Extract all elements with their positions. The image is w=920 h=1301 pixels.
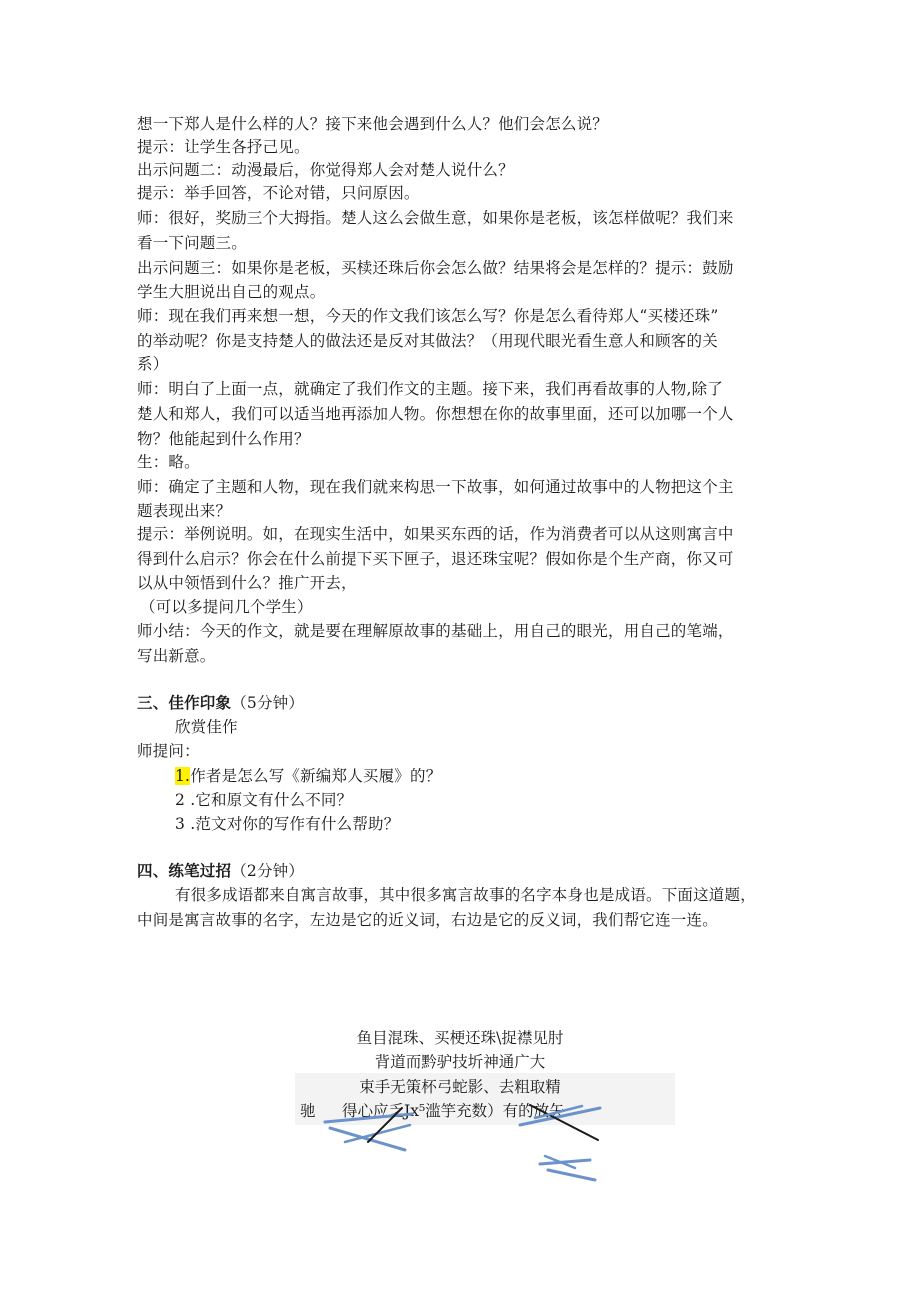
ink-stroke bbox=[368, 1108, 402, 1142]
summary-line: 写出新意。 bbox=[137, 647, 216, 665]
question-2: 2 .它和原文有什么不同？ bbox=[175, 791, 353, 809]
scribble-line bbox=[548, 1170, 595, 1180]
question-3: 3 .范文对你的写作有什么帮助？ bbox=[175, 815, 400, 833]
section4-title: 四、练笔过招 bbox=[137, 861, 232, 880]
section3-subheading: 欣赏佳作 bbox=[175, 718, 238, 736]
question-1-text: 作者是怎么写《新编郑人买履》的？ bbox=[190, 767, 442, 785]
text-line: 师：很好，奖励三个大拇指。楚人这么会做生意，如果你是老板，该怎样做呢？我们来 bbox=[137, 209, 734, 227]
section4-time: （2分钟） bbox=[231, 862, 305, 880]
text-line: 出示问题二：动漫最后，你觉得郑人会对楚人说什么？ bbox=[137, 161, 514, 179]
summary-line: 师小结：今天的作文，就是要在理解原故事的基础上，用自己的眼光，用自己的笔端， bbox=[137, 622, 734, 640]
text-line: 楚人和郑人，我们可以适当地再添加人物。你想想在你的故事里面，还可以加哪一个人 bbox=[137, 405, 734, 423]
scribble-group bbox=[325, 1105, 600, 1180]
exercise-row-4-left: 驰 bbox=[300, 1102, 316, 1120]
text-line: 题表现出来？ bbox=[137, 502, 232, 520]
text-line: 师：确定了主题和人物，现在我们就来构思一下故事，如何通过故事中的人物把这个主 bbox=[137, 478, 734, 496]
section3-title: 三、佳作印象 bbox=[137, 693, 232, 712]
section4-paragraph-line: 有很多成语都来自寓言故事，其中很多寓言故事的名字本身也是成语。下面这道题， bbox=[175, 886, 756, 904]
text-line: 提示：举例说明。如，在现实生活中，如果买东西的话，作为消费者可以从这则寓言中 bbox=[137, 525, 734, 543]
section4-paragraph-line: 中间是寓言故事的名字，左边是它的近义词，右边是它的反义词，我们帮它连一连。 bbox=[137, 911, 718, 929]
question-1-number: 1. bbox=[175, 767, 191, 785]
text-line: 的举动呢？你是支持楚人的做法还是反对其做法？（用现代眼光看生意人和顾客的关 bbox=[137, 332, 718, 350]
text-line: 提示：举手回答，不论对错，只问原因。 bbox=[137, 184, 420, 202]
text-line: 学生大胆说出自己的观点。 bbox=[137, 283, 326, 301]
text-line: 生：略。 bbox=[137, 453, 200, 471]
text-line: 提示：让学生各抒己见。 bbox=[137, 138, 310, 156]
section3-time: （5分钟） bbox=[231, 694, 305, 712]
scribble-line bbox=[330, 1128, 405, 1150]
teacher-prompt: 师提问： bbox=[137, 742, 200, 760]
text-line: 师：现在我们再来想一想，今天的作文我们该怎么写？你是怎么看待郑人“买楼还珠” bbox=[137, 307, 719, 325]
exercise-row-2: 背道而黔驴技圻神通广大 bbox=[374, 1053, 546, 1071]
text-line: 得到什么启示？你会在什么前提下买下匣子，退还珠宝呢？假如你是个生产商，你又可 bbox=[137, 550, 734, 568]
exercise-row-3: 束手无策杯弓蛇影、去粗取精 bbox=[359, 1078, 561, 1096]
text-line: 师：明白了上面一点，就确定了我们作文的主题。接下来，我们再看故事的人物,除了 bbox=[137, 380, 724, 398]
scribble-line bbox=[325, 1114, 412, 1122]
text-line: 以从中领悟到什么？推广开去， bbox=[137, 574, 357, 592]
text-line: 想一下郑人是什么样的人？接下来他会遇到什么人？他们会怎么说？ bbox=[137, 115, 609, 133]
parenthetical-note: （可以多提问几个学生） bbox=[140, 598, 313, 616]
text-line: 出示问题三：如果你是老板，买椟还珠后你会怎么做？结果将会是怎样的？提示：鼓励 bbox=[137, 259, 734, 277]
exercise-row-1: 鱼目混珠、买梗还珠\捉襟见肘 bbox=[356, 1029, 564, 1047]
text-line: 系） bbox=[137, 355, 169, 373]
exercise-row-4: 得心应乏Jx⁵滥竽充数）有的放矢 bbox=[342, 1102, 565, 1120]
text-line: 看一下问题三。 bbox=[137, 234, 247, 252]
text-line: 物？他能起到什么作用？ bbox=[137, 430, 310, 448]
